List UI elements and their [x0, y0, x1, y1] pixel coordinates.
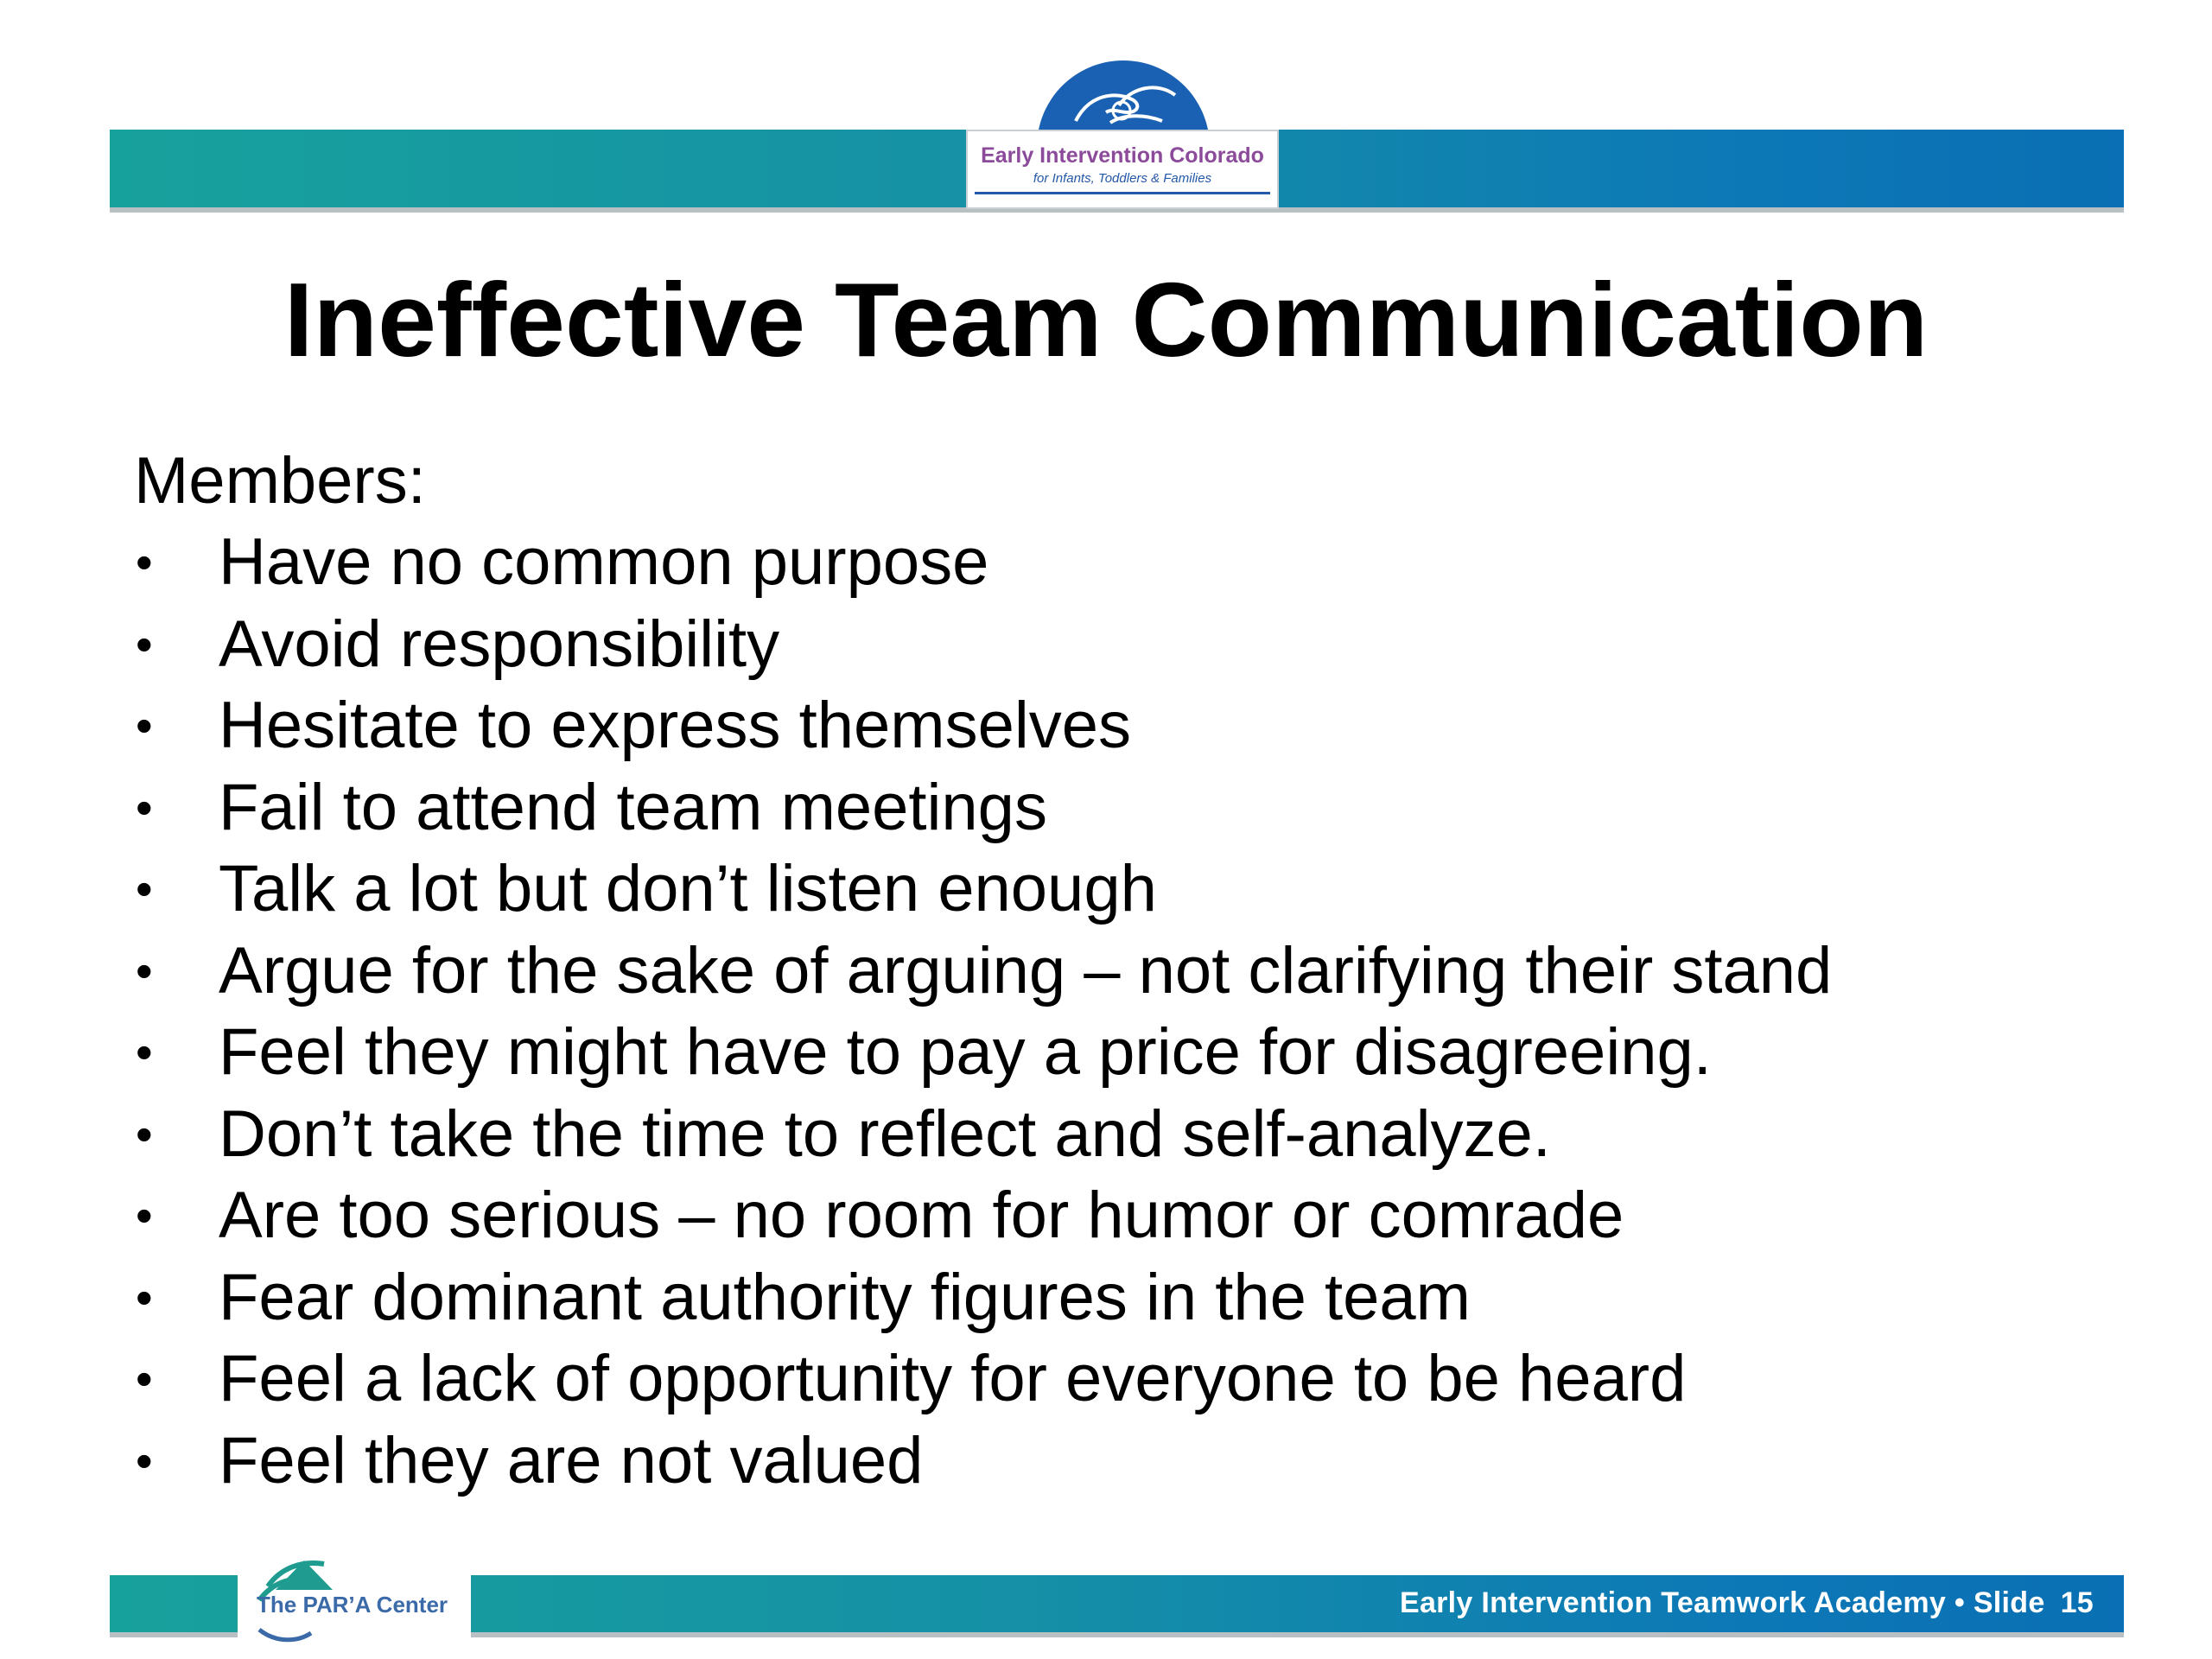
- bullet-text: Hesitate to express themselves: [219, 689, 1132, 762]
- bullet-icon: •: [136, 1188, 153, 1243]
- bullet-text: Don’t take the time to reflect and self-analyze.: [219, 1096, 1551, 1171]
- bullet-item: [134, 931, 1832, 1013]
- bullet-item: [134, 604, 1832, 686]
- bullet-icon: •: [136, 1025, 153, 1079]
- bullet-item: [134, 1094, 1832, 1176]
- bullet-text: Argue for the sake of arguing – not clarifying their stand: [219, 933, 1833, 1007]
- bullet-text: Fear dominant authority figures in the team: [219, 1260, 1471, 1334]
- bullet-item: [134, 849, 1832, 931]
- bullet-item: [134, 1012, 1832, 1094]
- bullet-item: [134, 1175, 1832, 1257]
- footer-logo-name: The PAR’A Center: [257, 1592, 448, 1618]
- bullet-icon: •: [136, 616, 153, 671]
- bullet-icon: •: [136, 943, 153, 998]
- bullet-text: Feel they might have to pay a price for disagreeing.: [219, 1015, 1712, 1089]
- bullet-icon: •: [136, 535, 153, 589]
- bullet-list: [134, 522, 1832, 1502]
- bullet-item: [134, 1257, 1832, 1339]
- header-logo-name: Early Intervention Colorado: [981, 143, 1264, 168]
- header-logo-rule: [975, 192, 1270, 194]
- slide-title: Ineffective Team Communication: [283, 261, 1929, 378]
- bullet-icon: •: [136, 698, 153, 753]
- bullet-item: [134, 1421, 1832, 1503]
- header-logo-tagline: for Infants, Toddlers & Families: [1033, 171, 1212, 186]
- footer-caption: [1400, 1586, 2094, 1620]
- bullet-icon: •: [136, 1269, 153, 1325]
- bullet-item: [134, 767, 1832, 849]
- bullet-text: Feel a lack of opportunity for everyone to be heard: [219, 1342, 1687, 1415]
- footer-caption-text: Early Intervention Teamwork Academy • Slide: [1399, 1586, 2045, 1619]
- bullet-text: Feel they are not valued: [219, 1423, 924, 1497]
- bullet-text: Are too serious – no room for humor or comrade: [219, 1179, 1624, 1252]
- bullet-text: Fail to attend team meetings: [219, 770, 1047, 844]
- bullet-icon: •: [136, 1433, 153, 1488]
- bullet-text: Talk a lot but don’t listen enough: [219, 852, 1157, 925]
- intro-text: Members:: [134, 444, 426, 518]
- bullet-icon: •: [136, 1351, 153, 1406]
- bullet-item: [134, 522, 1832, 604]
- bullet-icon: •: [136, 861, 153, 916]
- bullet-text: Have no common purpose: [219, 525, 989, 599]
- bullet-item: [134, 685, 1832, 767]
- bullet-icon: •: [136, 779, 153, 835]
- header-logo: [966, 130, 1279, 209]
- bullet-text: Avoid responsibility: [219, 607, 780, 681]
- bullet-item: [134, 1338, 1832, 1421]
- slide-number: 15: [2060, 1586, 2094, 1619]
- bullet-icon: •: [136, 1106, 153, 1161]
